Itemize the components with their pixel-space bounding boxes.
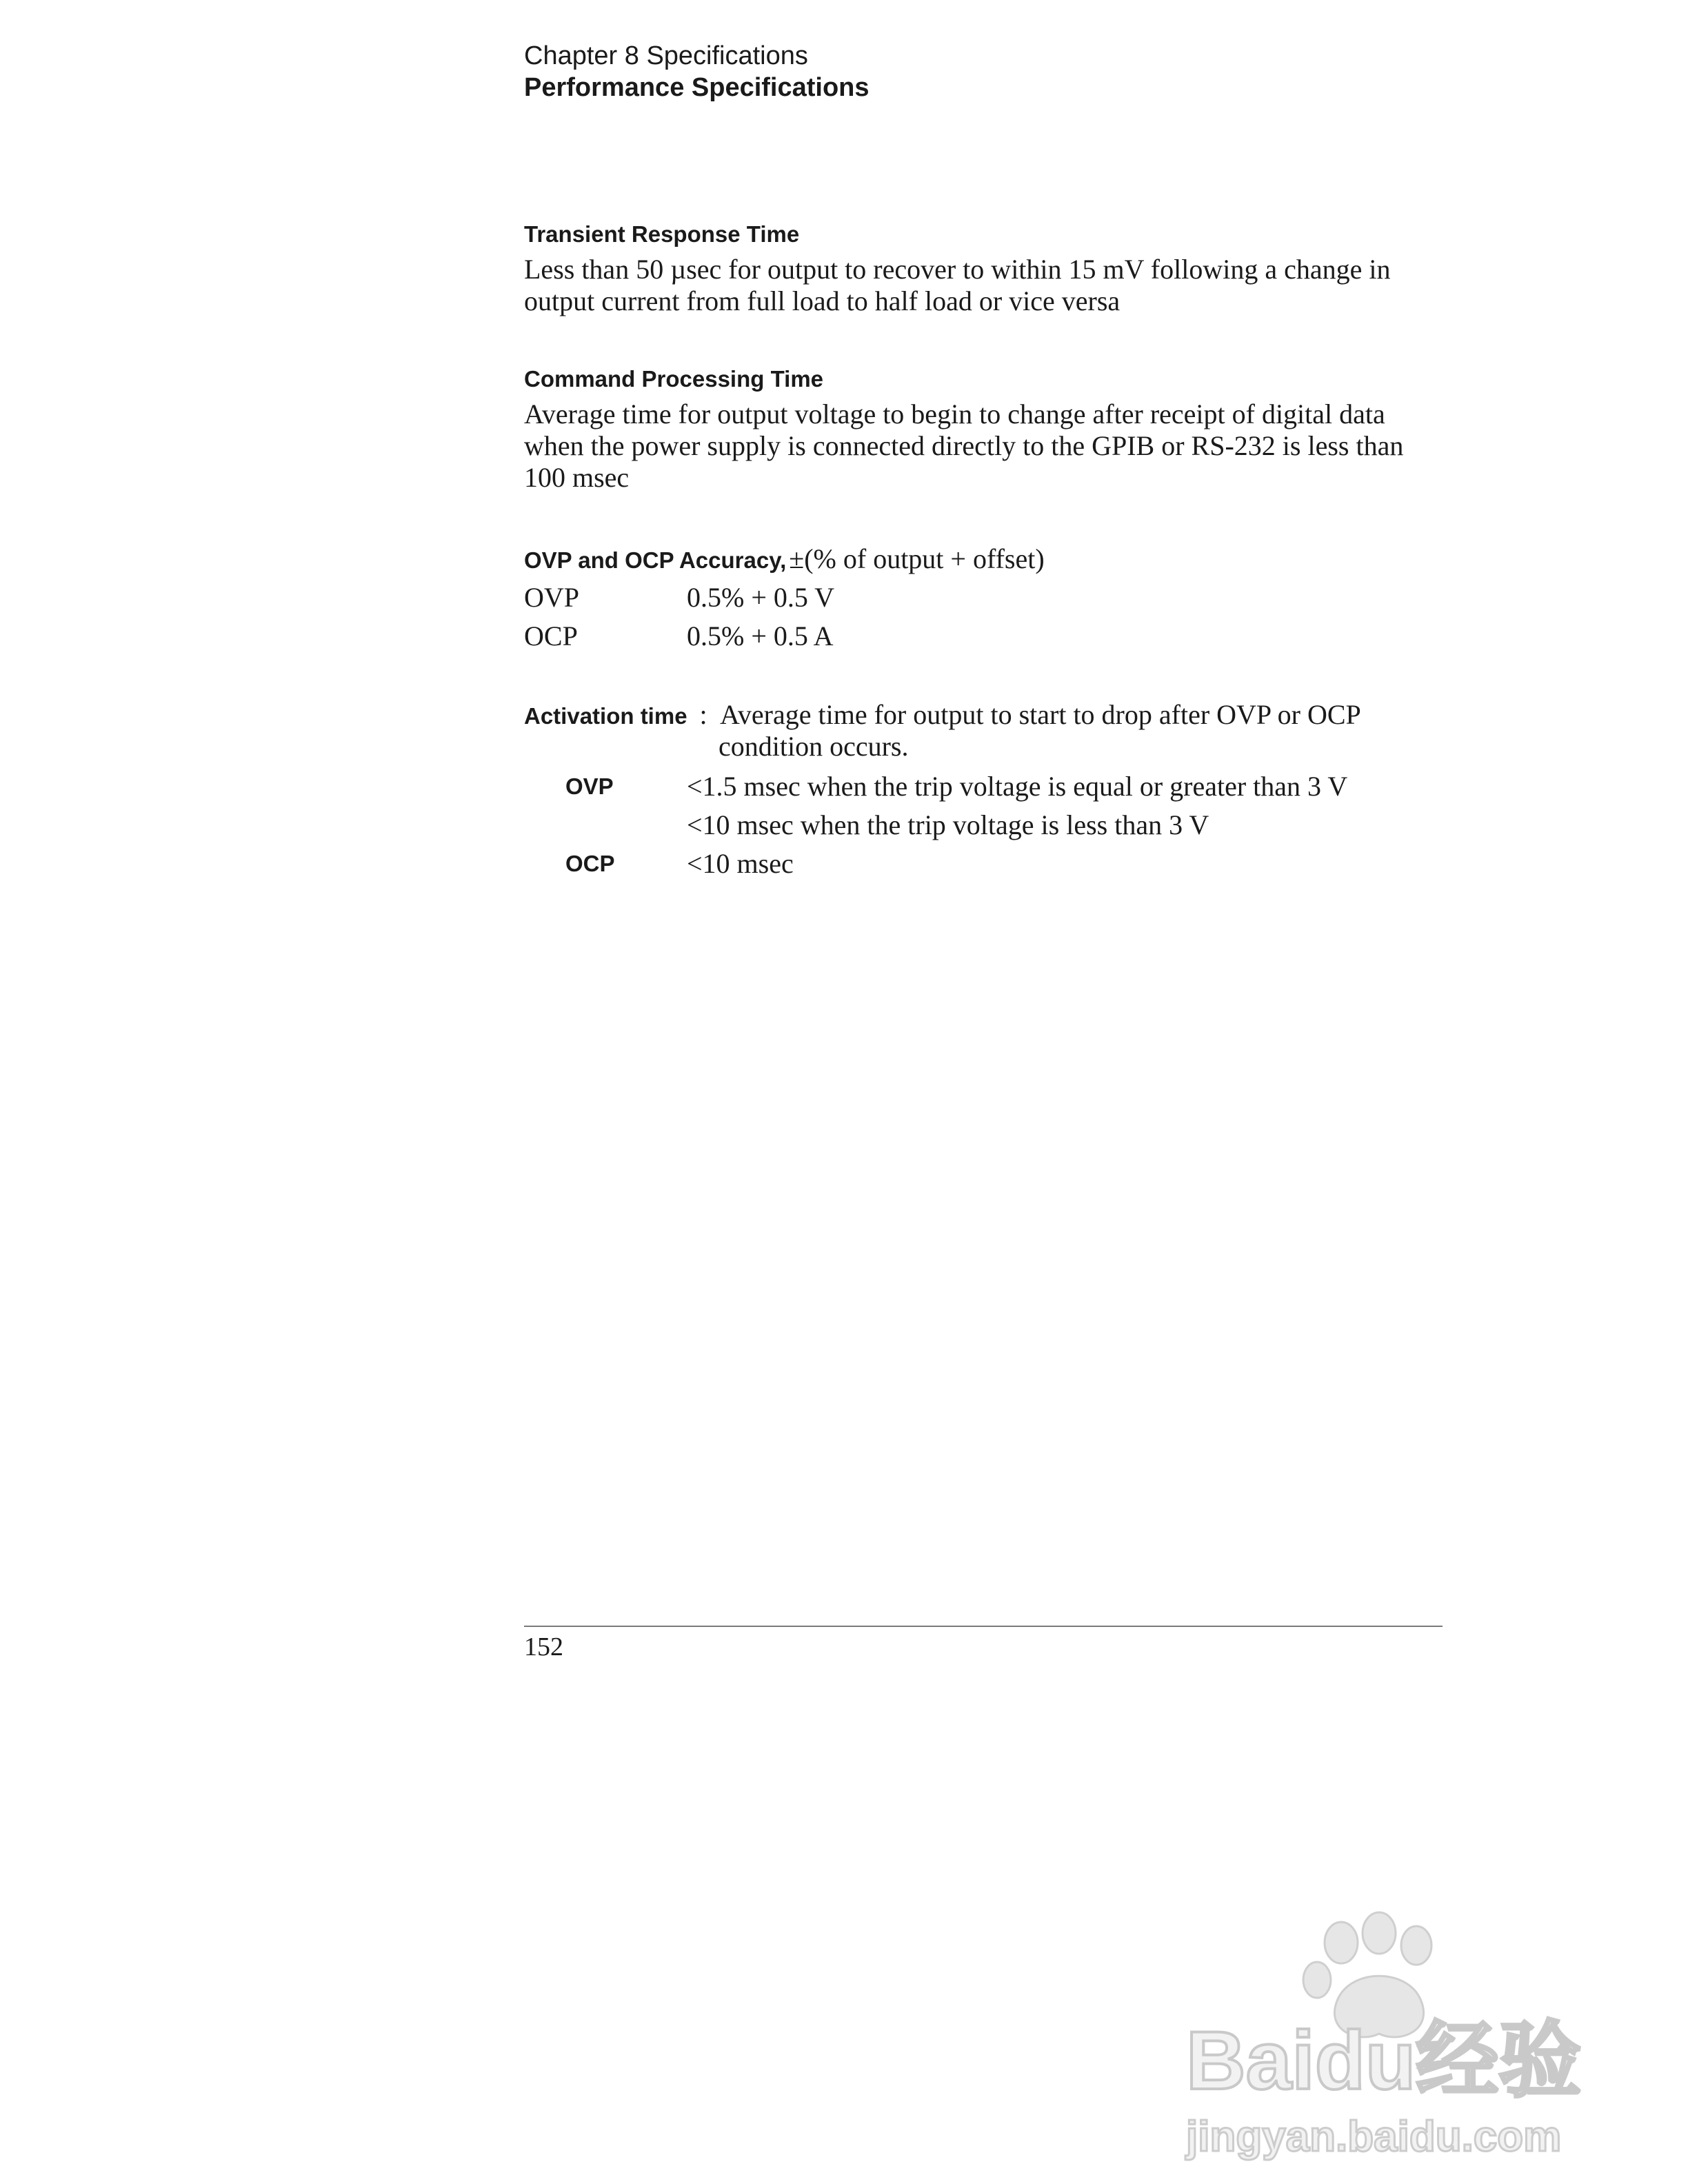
chapter-title: Chapter 8 Specifications	[524, 41, 808, 70]
accuracy-heading-suffix: ±(% of output + offset)	[789, 543, 1045, 574]
activation-ovp-value: <1.5 msec when the trip voltage is equal or greater than 3 V	[687, 771, 1348, 802]
command-line: when the power supply is connected directly to the GPIB or RS-232 is less than	[524, 430, 1404, 461]
command-section	[524, 364, 1448, 494]
command-heading: Command Processing Time	[524, 366, 824, 392]
activation-heading-line	[524, 699, 707, 732]
activation-ocp-label: OCP	[565, 851, 615, 876]
command-line: 100 msec	[524, 462, 630, 493]
transient-body	[524, 254, 1448, 317]
activation-ovp-label: OVP	[565, 774, 614, 799]
accuracy-row-value: 0.5% + 0.5 V	[687, 582, 835, 613]
activation-heading: Activation time	[524, 703, 687, 729]
transient-heading: Transient Response Time	[524, 221, 800, 247]
transient-line: output current from full load to half load or vice versa	[524, 285, 1121, 316]
page-number: 152	[524, 1632, 563, 1661]
accuracy-row-label: OVP	[524, 582, 580, 613]
accuracy-section	[524, 543, 1448, 581]
command-line: Average time for output voltage to begin to change after receipt of digital data	[524, 398, 1385, 429]
accuracy-heading-line	[524, 543, 1448, 581]
page-header	[524, 40, 870, 103]
baidu-watermark	[1172, 1903, 1586, 2165]
accuracy-row-value: 0.5% + 0.5 A	[687, 620, 834, 651]
activation-ovp-value: <10 msec when the trip voltage is less than 3 V	[687, 809, 1209, 840]
watermark-url: jingyan.baidu.com	[1186, 2113, 1562, 2161]
activation-separator: :	[699, 699, 707, 730]
activation-ocp-value: <10 msec	[687, 848, 794, 879]
accuracy-heading: OVP and OCP Accuracy,	[524, 547, 787, 573]
transient-section	[524, 219, 1448, 317]
watermark-brand: Baidu经验	[1186, 2014, 1582, 2107]
section-title: Performance Specifications	[524, 73, 870, 102]
activation-desc: Average time for output to start to drop after OVP or OCP	[720, 699, 1361, 730]
footer-rule	[524, 1626, 1443, 1627]
command-body	[524, 398, 1448, 494]
transient-line: Less than 50 µsec for output to recover to within 15 mV following a change in	[524, 254, 1391, 285]
accuracy-row-label: OCP	[524, 620, 578, 651]
activation-desc: condition occurs.	[719, 731, 909, 762]
